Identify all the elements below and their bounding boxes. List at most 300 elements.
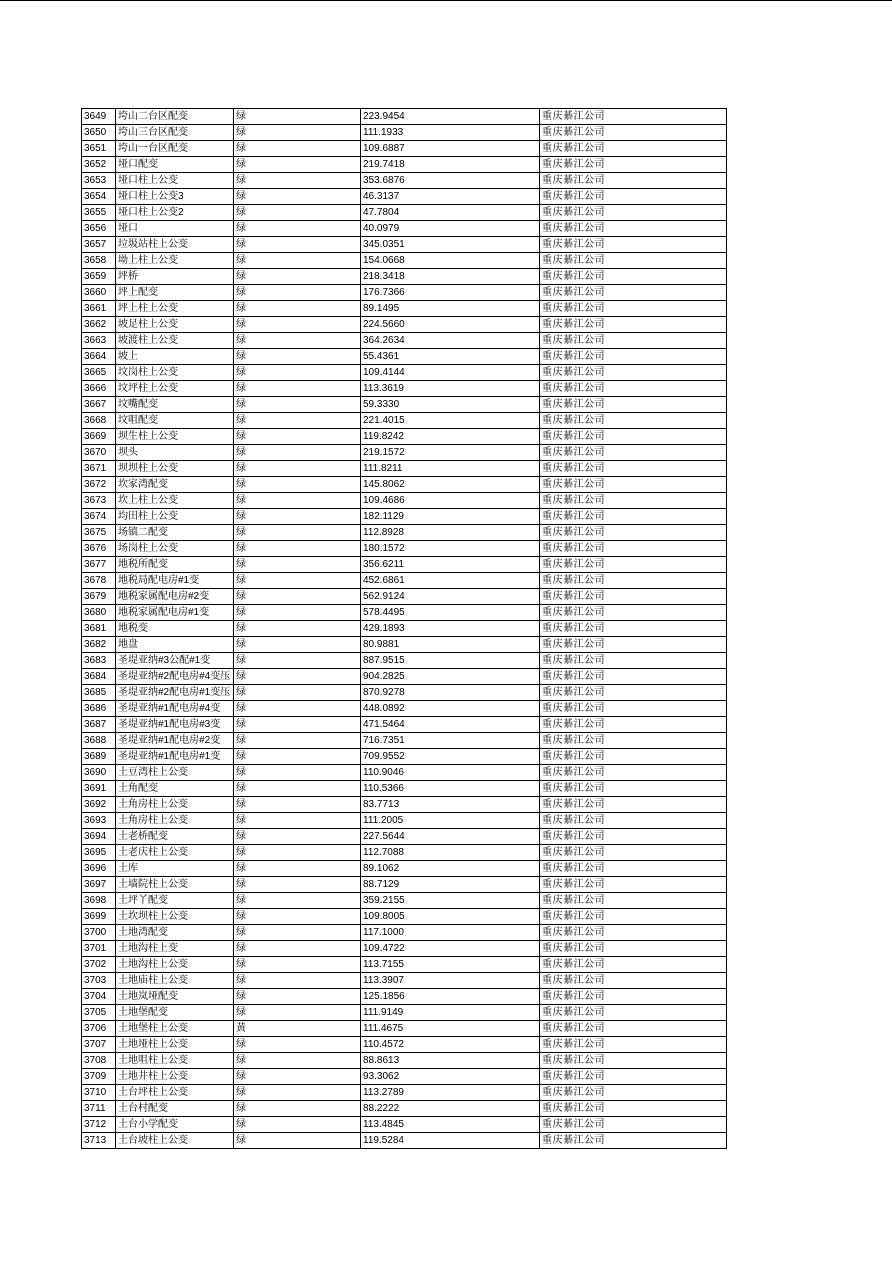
- cell-index: 3691: [82, 781, 116, 797]
- cell-company: 重庆綦江公司: [540, 525, 727, 541]
- cell-status-color: 绿: [234, 605, 361, 621]
- cell-value: 125.1856: [361, 989, 540, 1005]
- cell-status-color: 绿: [234, 1101, 361, 1117]
- cell-status-color: 绿: [234, 157, 361, 173]
- cell-status-color: 绿: [234, 317, 361, 333]
- cell-value: 448.0892: [361, 701, 540, 717]
- cell-index: 3683: [82, 653, 116, 669]
- cell-index: 3707: [82, 1037, 116, 1053]
- cell-value: 110.4572: [361, 1037, 540, 1053]
- cell-company: 重庆綦江公司: [540, 701, 727, 717]
- cell-index: 3706: [82, 1021, 116, 1037]
- cell-index: 3703: [82, 973, 116, 989]
- cell-value: 109.8005: [361, 909, 540, 925]
- cell-company: 重庆綦江公司: [540, 621, 727, 637]
- cell-company: 重庆綦江公司: [540, 845, 727, 861]
- cell-transformer-name: 坎上柱上公变: [116, 493, 234, 509]
- cell-transformer-name: 坪上配变: [116, 285, 234, 301]
- cell-status-color: 绿: [234, 109, 361, 125]
- cell-company: 重庆綦江公司: [540, 1069, 727, 1085]
- cell-company: 重庆綦江公司: [540, 397, 727, 413]
- cell-status-color: 绿: [234, 445, 361, 461]
- cell-value: 112.7088: [361, 845, 540, 861]
- cell-index: 3652: [82, 157, 116, 173]
- cell-status-color: 绿: [234, 941, 361, 957]
- cell-value: 180.1572: [361, 541, 540, 557]
- cell-company: 重庆綦江公司: [540, 637, 727, 653]
- cell-value: 110.9046: [361, 765, 540, 781]
- table-row: [82, 301, 727, 317]
- cell-company: 重庆綦江公司: [540, 973, 727, 989]
- cell-value: 93.3062: [361, 1069, 540, 1085]
- cell-index: 3708: [82, 1053, 116, 1069]
- data-table: [81, 108, 727, 1149]
- table-row: [82, 1005, 727, 1021]
- table-row: [82, 429, 727, 445]
- cell-company: 重庆綦江公司: [540, 109, 727, 125]
- cell-value: 117.1000: [361, 925, 540, 941]
- cell-status-color: 绿: [234, 893, 361, 909]
- cell-index: 3692: [82, 797, 116, 813]
- cell-status-color: 绿: [234, 493, 361, 509]
- cell-status-color: 绿: [234, 269, 361, 285]
- cell-value: 221.4015: [361, 413, 540, 429]
- cell-company: 重庆綦江公司: [540, 221, 727, 237]
- table-row: [82, 845, 727, 861]
- cell-value: 223.9454: [361, 109, 540, 125]
- table-row: [82, 509, 727, 525]
- cell-status-color: 绿: [234, 461, 361, 477]
- cell-index: 3698: [82, 893, 116, 909]
- cell-company: 重庆綦江公司: [540, 333, 727, 349]
- cell-company: 重庆綦江公司: [540, 765, 727, 781]
- cell-transformer-name: 土老庆柱上公变: [116, 845, 234, 861]
- cell-index: 3668: [82, 413, 116, 429]
- table-row: [82, 733, 727, 749]
- cell-company: 重庆綦江公司: [540, 461, 727, 477]
- cell-index: 3671: [82, 461, 116, 477]
- cell-transformer-name: 土台坪柱上公变: [116, 1085, 234, 1101]
- cell-value: 182.1129: [361, 509, 540, 525]
- cell-company: 重庆綦江公司: [540, 957, 727, 973]
- cell-status-color: 绿: [234, 557, 361, 573]
- cell-transformer-name: 坪上柱上公变: [116, 301, 234, 317]
- cell-company: 重庆綦江公司: [540, 285, 727, 301]
- cell-transformer-name: 均田柱上公变: [116, 509, 234, 525]
- table-row: [82, 1069, 727, 1085]
- cell-status-color: 绿: [234, 1117, 361, 1133]
- cell-status-color: 绿: [234, 381, 361, 397]
- cell-transformer-name: 土墙院柱上公变: [116, 877, 234, 893]
- cell-index: 3685: [82, 685, 116, 701]
- cell-value: 113.7155: [361, 957, 540, 973]
- table-row: [82, 477, 727, 493]
- table-row: [82, 461, 727, 477]
- cell-value: 111.4675: [361, 1021, 540, 1037]
- table-row: [82, 829, 727, 845]
- cell-status-color: 绿: [234, 813, 361, 829]
- cell-status-color: 绿: [234, 925, 361, 941]
- cell-index: 3674: [82, 509, 116, 525]
- cell-company: 重庆綦江公司: [540, 445, 727, 461]
- cell-value: 224.5660: [361, 317, 540, 333]
- cell-index: 3704: [82, 989, 116, 1005]
- cell-transformer-name: 圣堤亚纳#1配电房#3变: [116, 717, 234, 733]
- cell-company: 重庆綦江公司: [540, 573, 727, 589]
- cell-index: 3678: [82, 573, 116, 589]
- cell-index: 3696: [82, 861, 116, 877]
- cell-index: 3657: [82, 237, 116, 253]
- cell-transformer-name: 垭口柱上公变2: [116, 205, 234, 221]
- cell-status-color: 绿: [234, 397, 361, 413]
- cell-company: 重庆綦江公司: [540, 685, 727, 701]
- cell-company: 重庆綦江公司: [540, 733, 727, 749]
- cell-index: 3658: [82, 253, 116, 269]
- cell-index: 3663: [82, 333, 116, 349]
- cell-transformer-name: 土地井柱上公变: [116, 1069, 234, 1085]
- cell-value: 88.8613: [361, 1053, 540, 1069]
- cell-status-color: 绿: [234, 653, 361, 669]
- cell-transformer-name: 垮山三台区配变: [116, 125, 234, 141]
- table-row: [82, 253, 727, 269]
- cell-transformer-name: 地盘: [116, 637, 234, 653]
- cell-company: 重庆綦江公司: [540, 317, 727, 333]
- cell-value: 83.7713: [361, 797, 540, 813]
- cell-status-color: 绿: [234, 1069, 361, 1085]
- cell-index: 3669: [82, 429, 116, 445]
- cell-status-color: 绿: [234, 301, 361, 317]
- cell-company: 重庆綦江公司: [540, 941, 727, 957]
- cell-value: 111.2005: [361, 813, 540, 829]
- table-row: [82, 589, 727, 605]
- cell-value: 89.1062: [361, 861, 540, 877]
- table-row: [82, 573, 727, 589]
- table-row: [82, 1101, 727, 1117]
- cell-index: 3700: [82, 925, 116, 941]
- cell-status-color: 绿: [234, 637, 361, 653]
- cell-status-color: 绿: [234, 1133, 361, 1149]
- cell-company: 重庆綦江公司: [540, 589, 727, 605]
- cell-value: 429.1893: [361, 621, 540, 637]
- cell-company: 重庆綦江公司: [540, 141, 727, 157]
- cell-transformer-name: 坝头: [116, 445, 234, 461]
- cell-transformer-name: 土坎坝柱上公变: [116, 909, 234, 925]
- cell-value: 709.9552: [361, 749, 540, 765]
- cell-company: 重庆綦江公司: [540, 797, 727, 813]
- cell-status-color: 绿: [234, 989, 361, 1005]
- cell-transformer-name: 土地咀柱上公变: [116, 1053, 234, 1069]
- cell-status-color: 绿: [234, 189, 361, 205]
- cell-index: 3672: [82, 477, 116, 493]
- cell-index: 3666: [82, 381, 116, 397]
- cell-transformer-name: 土地岚垭配变: [116, 989, 234, 1005]
- table-row: [82, 893, 727, 909]
- cell-transformer-name: 土角房柱上公变: [116, 813, 234, 829]
- table-row: [82, 541, 727, 557]
- cell-value: 46.3137: [361, 189, 540, 205]
- cell-index: 3687: [82, 717, 116, 733]
- cell-index: 3664: [82, 349, 116, 365]
- cell-company: 重庆綦江公司: [540, 749, 727, 765]
- cell-index: 3694: [82, 829, 116, 845]
- table-row: [82, 189, 727, 205]
- cell-value: 452.6861: [361, 573, 540, 589]
- cell-value: 345.0351: [361, 237, 540, 253]
- cell-company: 重庆綦江公司: [540, 829, 727, 845]
- cell-transformer-name: 圣堤亚纳#2配电房#4变压: [116, 669, 234, 685]
- cell-transformer-name: 垮山一台区配变: [116, 141, 234, 157]
- cell-status-color: 绿: [234, 765, 361, 781]
- cell-value: 109.6887: [361, 141, 540, 157]
- cell-value: 227.5644: [361, 829, 540, 845]
- table-row: [82, 205, 727, 221]
- cell-transformer-name: 地税局配电房#1变: [116, 573, 234, 589]
- cell-index: 3679: [82, 589, 116, 605]
- table-row: [82, 637, 727, 653]
- table-row: [82, 621, 727, 637]
- cell-value: 219.7418: [361, 157, 540, 173]
- cell-company: 重庆綦江公司: [540, 813, 727, 829]
- cell-company: 重庆綦江公司: [540, 301, 727, 317]
- cell-status-color: 绿: [234, 589, 361, 605]
- cell-index: 3699: [82, 909, 116, 925]
- table-row: [82, 1021, 727, 1037]
- cell-value: 356.6211: [361, 557, 540, 573]
- cell-company: 重庆綦江公司: [540, 605, 727, 621]
- cell-status-color: 绿: [234, 685, 361, 701]
- table-row: [82, 397, 727, 413]
- cell-transformer-name: 土地湾配变: [116, 925, 234, 941]
- table-row: [82, 1053, 727, 1069]
- cell-status-color: 绿: [234, 1053, 361, 1069]
- cell-company: 重庆綦江公司: [540, 1101, 727, 1117]
- cell-transformer-name: 地税家属配电房#1变: [116, 605, 234, 621]
- cell-value: 119.8242: [361, 429, 540, 445]
- cell-company: 重庆綦江公司: [540, 237, 727, 253]
- cell-index: 3659: [82, 269, 116, 285]
- cell-status-color: 绿: [234, 477, 361, 493]
- table-row: [82, 669, 727, 685]
- cell-index: 3649: [82, 109, 116, 125]
- table-row: [82, 317, 727, 333]
- cell-company: 重庆綦江公司: [540, 1053, 727, 1069]
- cell-company: 重庆綦江公司: [540, 493, 727, 509]
- cell-value: 111.9149: [361, 1005, 540, 1021]
- cell-value: 471.5464: [361, 717, 540, 733]
- table-row: [82, 605, 727, 621]
- cell-status-color: 绿: [234, 365, 361, 381]
- cell-status-color: 绿: [234, 861, 361, 877]
- cell-transformer-name: 坡足柱上公变: [116, 317, 234, 333]
- cell-transformer-name: 坝生柱上公变: [116, 429, 234, 445]
- cell-status-color: 绿: [234, 205, 361, 221]
- table-row: [82, 445, 727, 461]
- cell-transformer-name: 坳上柱上公变: [116, 253, 234, 269]
- cell-status-color: 绿: [234, 781, 361, 797]
- cell-value: 716.7351: [361, 733, 540, 749]
- cell-index: 3688: [82, 733, 116, 749]
- cell-status-color: 绿: [234, 1085, 361, 1101]
- cell-status-color: 绿: [234, 349, 361, 365]
- cell-transformer-name: 土地垭柱上公变: [116, 1037, 234, 1053]
- cell-transformer-name: 土台小学配变: [116, 1117, 234, 1133]
- cell-transformer-name: 土地堡柱上公变: [116, 1021, 234, 1037]
- cell-company: 重庆綦江公司: [540, 253, 727, 269]
- cell-company: 重庆綦江公司: [540, 557, 727, 573]
- cell-company: 重庆綦江公司: [540, 477, 727, 493]
- cell-status-color: 绿: [234, 125, 361, 141]
- cell-value: 870.9278: [361, 685, 540, 701]
- cell-index: 3673: [82, 493, 116, 509]
- cell-status-color: 绿: [234, 1005, 361, 1021]
- cell-status-color: 绿: [234, 749, 361, 765]
- cell-company: 重庆綦江公司: [540, 861, 727, 877]
- cell-company: 重庆綦江公司: [540, 1037, 727, 1053]
- cell-status-color: 绿: [234, 669, 361, 685]
- cell-status-color: 绿: [234, 253, 361, 269]
- cell-value: 113.2789: [361, 1085, 540, 1101]
- cell-index: 3681: [82, 621, 116, 637]
- cell-status-color: 绿: [234, 829, 361, 845]
- cell-index: 3710: [82, 1085, 116, 1101]
- cell-status-color: 绿: [234, 877, 361, 893]
- cell-company: 重庆綦江公司: [540, 717, 727, 733]
- cell-status-color: 绿: [234, 701, 361, 717]
- cell-index: 3695: [82, 845, 116, 861]
- table-row: [82, 797, 727, 813]
- cell-transformer-name: 坟咀配变: [116, 413, 234, 429]
- cell-transformer-name: 垮山二台区配变: [116, 109, 234, 125]
- table-row: [82, 237, 727, 253]
- cell-company: 重庆綦江公司: [540, 893, 727, 909]
- cell-company: 重庆綦江公司: [540, 157, 727, 173]
- cell-transformer-name: 土地庙柱上公变: [116, 973, 234, 989]
- cell-transformer-name: 土地沟柱上公变: [116, 957, 234, 973]
- cell-index: 3654: [82, 189, 116, 205]
- cell-company: 重庆綦江公司: [540, 669, 727, 685]
- cell-value: 154.0668: [361, 253, 540, 269]
- cell-index: 3686: [82, 701, 116, 717]
- cell-index: 3690: [82, 765, 116, 781]
- cell-status-color: 绿: [234, 141, 361, 157]
- cell-company: 重庆綦江公司: [540, 381, 727, 397]
- cell-transformer-name: 坪桥: [116, 269, 234, 285]
- cell-transformer-name: 圣堤亚纳#1配电房#2变: [116, 733, 234, 749]
- cell-index: 3665: [82, 365, 116, 381]
- table-row: [82, 989, 727, 1005]
- cell-company: 重庆綦江公司: [540, 1133, 727, 1149]
- table-row: [82, 349, 727, 365]
- cell-company: 重庆綦江公司: [540, 413, 727, 429]
- cell-company: 重庆綦江公司: [540, 365, 727, 381]
- cell-company: 重庆綦江公司: [540, 509, 727, 525]
- cell-transformer-name: 坝坝柱上公变: [116, 461, 234, 477]
- cell-value: 113.3907: [361, 973, 540, 989]
- cell-transformer-name: 土角配变: [116, 781, 234, 797]
- cell-value: 578.4495: [361, 605, 540, 621]
- cell-value: 89.1495: [361, 301, 540, 317]
- cell-transformer-name: 垭口: [116, 221, 234, 237]
- cell-status-color: 绿: [234, 429, 361, 445]
- cell-status-color: 绿: [234, 237, 361, 253]
- cell-index: 3661: [82, 301, 116, 317]
- table-row: [82, 109, 727, 125]
- cell-transformer-name: 地税所配变: [116, 557, 234, 573]
- cell-index: 3677: [82, 557, 116, 573]
- cell-value: 110.5366: [361, 781, 540, 797]
- cell-status-color: 绿: [234, 909, 361, 925]
- cell-index: 3705: [82, 1005, 116, 1021]
- cell-transformer-name: 土角房柱上公变: [116, 797, 234, 813]
- cell-value: 112.8928: [361, 525, 540, 541]
- table-row: [82, 557, 727, 573]
- cell-value: 887.9515: [361, 653, 540, 669]
- cell-value: 364.2634: [361, 333, 540, 349]
- cell-index: 3693: [82, 813, 116, 829]
- cell-index: 3682: [82, 637, 116, 653]
- cell-status-color: 绿: [234, 733, 361, 749]
- cell-index: 3713: [82, 1133, 116, 1149]
- cell-company: 重庆綦江公司: [540, 909, 727, 925]
- cell-transformer-name: 土老桥配变: [116, 829, 234, 845]
- cell-transformer-name: 坎家湾配变: [116, 477, 234, 493]
- cell-transformer-name: 土地堡配变: [116, 1005, 234, 1021]
- cell-value: 109.4686: [361, 493, 540, 509]
- cell-company: 重庆綦江公司: [540, 189, 727, 205]
- cell-index: 3656: [82, 221, 116, 237]
- cell-value: 562.9124: [361, 589, 540, 605]
- cell-company: 重庆綦江公司: [540, 877, 727, 893]
- table-row: [82, 1133, 727, 1149]
- cell-transformer-name: 土地沟柱上变: [116, 941, 234, 957]
- cell-transformer-name: 土坪丫配变: [116, 893, 234, 909]
- table-row: [82, 493, 727, 509]
- cell-status-color: 绿: [234, 333, 361, 349]
- cell-index: 3676: [82, 541, 116, 557]
- cell-status-color: 绿: [234, 173, 361, 189]
- cell-index: 3711: [82, 1101, 116, 1117]
- cell-status-color: 绿: [234, 621, 361, 637]
- table-row: [82, 685, 727, 701]
- cell-transformer-name: 垭口配变: [116, 157, 234, 173]
- cell-value: 88.2222: [361, 1101, 540, 1117]
- cell-transformer-name: 坡上: [116, 349, 234, 365]
- table-row: [82, 1085, 727, 1101]
- cell-transformer-name: 垭口柱上公变: [116, 173, 234, 189]
- table-row: [82, 157, 727, 173]
- cell-company: 重庆綦江公司: [540, 1117, 727, 1133]
- table-row: [82, 173, 727, 189]
- cell-index: 3651: [82, 141, 116, 157]
- cell-status-color: 绿: [234, 573, 361, 589]
- cell-value: 80.9881: [361, 637, 540, 653]
- cell-status-color: 绿: [234, 525, 361, 541]
- table-row: [82, 525, 727, 541]
- cell-value: 59.3330: [361, 397, 540, 413]
- cell-transformer-name: 圣堤亚纳#3公配#1变: [116, 653, 234, 669]
- cell-value: 111.8211: [361, 461, 540, 477]
- table-row: [82, 877, 727, 893]
- table-row: [82, 285, 727, 301]
- table-row: [82, 269, 727, 285]
- cell-index: 3667: [82, 397, 116, 413]
- table-row: [82, 973, 727, 989]
- cell-value: 109.4144: [361, 365, 540, 381]
- cell-index: 3709: [82, 1069, 116, 1085]
- cell-index: 3680: [82, 605, 116, 621]
- cell-status-color: 绿: [234, 845, 361, 861]
- cell-company: 重庆綦江公司: [540, 429, 727, 445]
